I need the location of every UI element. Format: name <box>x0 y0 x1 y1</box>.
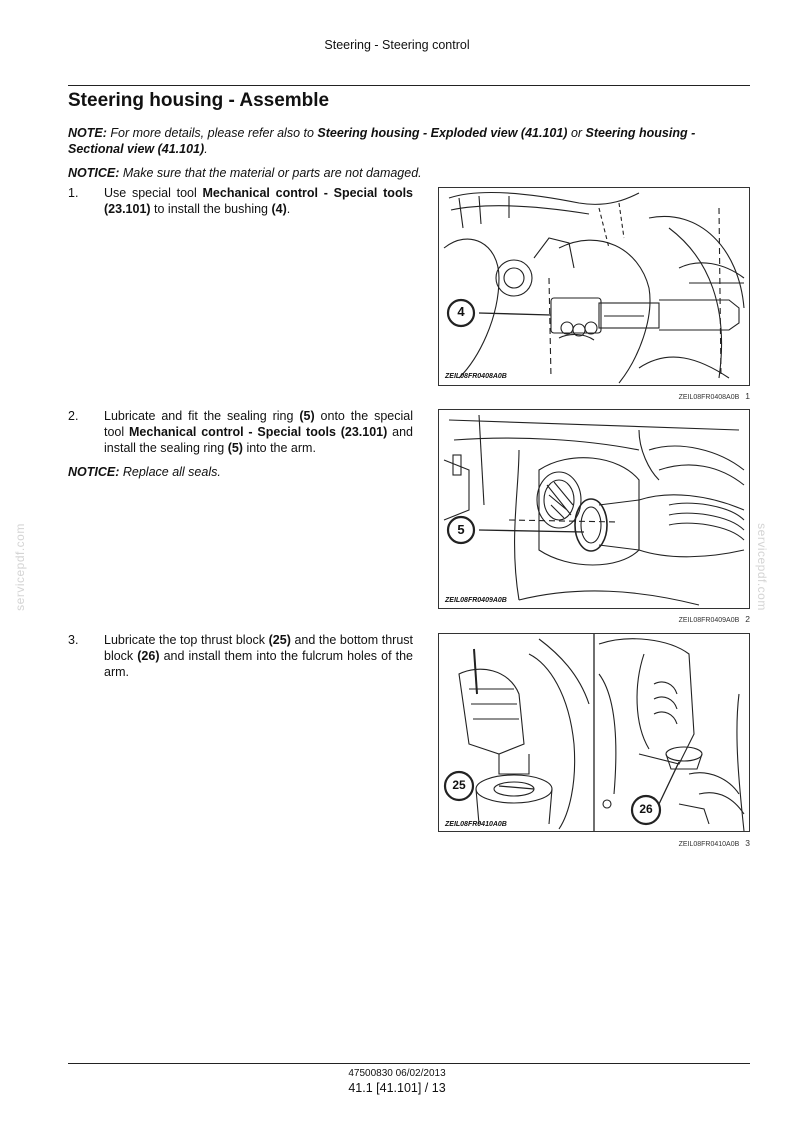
footer-rule <box>68 1063 750 1064</box>
figure-1-callout-4: 4 <box>457 304 465 319</box>
step-1-number: 1. <box>68 186 79 200</box>
step-1 <box>68 185 413 217</box>
figure-3-number: 3 <box>745 838 750 848</box>
notice-step-2-label: NOTICE: <box>68 465 120 479</box>
notice-paragraph <box>68 165 750 181</box>
note-ref-sectional-view: Steering housing - Sectional view (41.101) <box>68 126 696 156</box>
figure-3-caption-code: ZEIL08FR0410A0B <box>678 841 740 848</box>
step-3 <box>68 632 413 680</box>
note-paragraph <box>68 125 750 157</box>
notice-step-2-text: Replace all seals. <box>119 465 221 479</box>
step-3-number: 3. <box>68 633 79 647</box>
figure-1-code: ZEIL08FR0408A0B <box>445 373 507 380</box>
watermark-right: servicepdf.com <box>754 523 769 611</box>
page-title: Steering housing - Assemble <box>68 90 330 111</box>
figure-2-caption-code: ZEIL08FR0409A0B <box>678 617 740 624</box>
note-text-or: or <box>567 126 586 140</box>
notice-label: NOTICE: <box>68 166 120 180</box>
note-text: For more details, please refer also to <box>106 126 318 140</box>
notice-step-2 <box>68 464 413 480</box>
note-ref-exploded-view: Steering housing - Exploded view (41.101) <box>317 126 568 140</box>
figure-3-callout-25: 25 <box>452 778 466 792</box>
header-rule <box>68 85 750 86</box>
figure-3-illustration <box>438 633 750 832</box>
figure-2-number: 2 <box>745 614 750 624</box>
footer-page-ref: 41.1 [41.101] / 13 <box>348 1081 446 1095</box>
figure-2-illustration <box>438 409 750 609</box>
step-3-text: Lubricate the top thrust block (25) and the bottom thrust block (26) and install them into the fulcrum holes of the arm. <box>104 633 413 679</box>
footer-doc-code: 47500830 06/02/2013 <box>348 1068 446 1079</box>
note-label: NOTE: <box>68 126 107 140</box>
step-2 <box>68 408 413 456</box>
figure-2-callout-5: 5 <box>457 522 465 537</box>
watermark-left: servicepdf.com <box>12 523 27 611</box>
figure-1-caption-code: ZEIL08FR0408A0B <box>678 394 740 401</box>
step-2-number: 2. <box>68 409 79 423</box>
note-text-end: . <box>204 142 208 156</box>
figure-3-caption <box>438 838 750 848</box>
figure-1-number: 1 <box>745 391 750 401</box>
figure-3-callout-26: 26 <box>639 802 653 816</box>
figure-1-illustration <box>438 187 750 386</box>
step-1-text: Use special tool Mechanical control - Special tools (23.101) to install the bushing (4). <box>104 186 414 216</box>
figure-3-code: ZEIL08FR0410A0B <box>445 821 507 828</box>
figure-2-caption <box>438 614 750 624</box>
figure-2-code: ZEIL08FR0409A0B <box>445 597 507 604</box>
step-2-text: Lubricate and fit the sealing ring (5) onto the special tool Mechanical control - Special tools (23.101) and install the sealing ring (5) into the arm. <box>104 409 413 455</box>
notice-text: Make sure that the material or parts are not damaged. <box>119 166 422 180</box>
figure-1-caption <box>438 391 750 401</box>
running-header: Steering - Steering control <box>324 38 470 52</box>
